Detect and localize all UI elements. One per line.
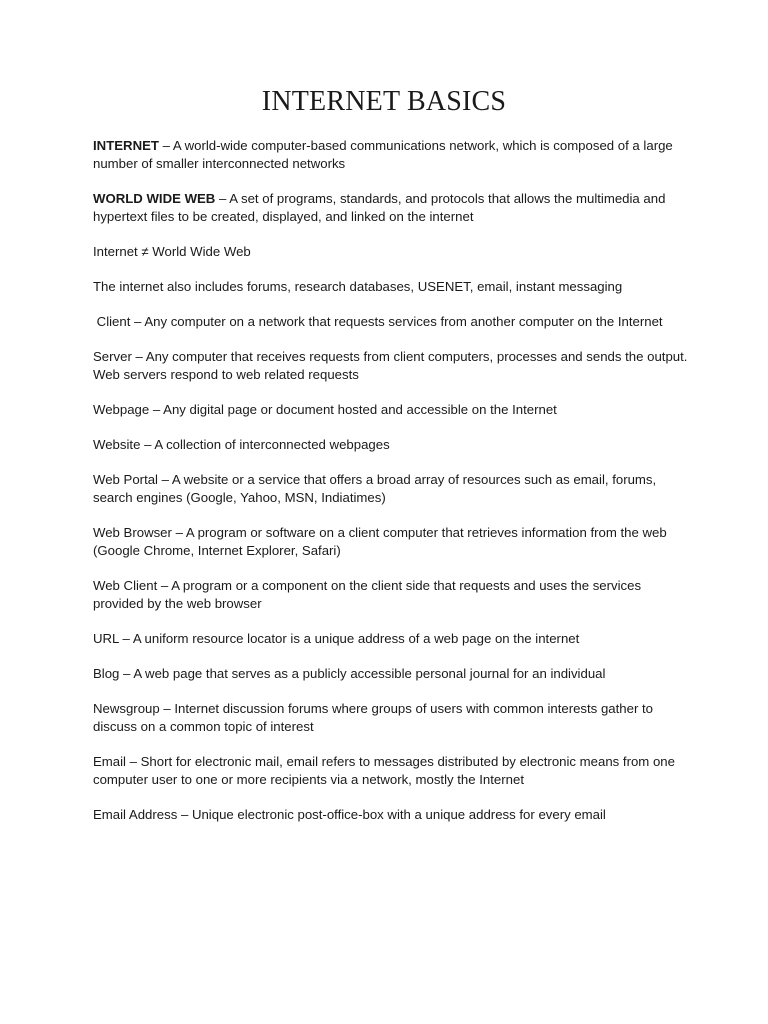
definition: Email – Short for electronic mail, email refers to messages distributed by electronic means from one computer user to one or more recipients via a network, mostly the Internet: [93, 754, 675, 787]
definition: Web Browser – A program or software on a client computer that retrieves information from the web (Google Chrome, Internet Explorer, Safari): [93, 525, 667, 558]
definition-entry-webpage: [93, 401, 689, 419]
definition: Web Client – A program or a component on the client side that requests and uses the services provided by the web browser: [93, 578, 642, 611]
definition-entry-url: [93, 630, 689, 648]
term: WORLD WIDE WEB: [93, 191, 216, 206]
definition: Internet ≠ World Wide Web: [93, 244, 251, 259]
definition-entry-web-portal: [93, 471, 689, 507]
definition-entry-blog: [93, 665, 689, 683]
definition-entry-internet: [93, 137, 689, 173]
definition-list: [93, 137, 689, 841]
definition: Server – Any computer that receives requests from client computers, processes and sends the output. Web servers respond to web related requests: [93, 349, 688, 382]
definition-entry-web-browser: [93, 524, 689, 560]
definition-entry-client: [93, 313, 689, 331]
definition-entry-internet-vs-web: [93, 243, 689, 261]
definition: The internet also includes forums, research databases, USENET, email, instant messaging: [93, 279, 623, 294]
page-title: INTERNET BASICS: [261, 86, 507, 117]
definition: Blog – A web page that serves as a publicly accessible personal journal for an individual: [93, 666, 606, 681]
definition-entry-server: [93, 348, 689, 384]
definition: Web Portal – A website or a service that offers a broad array of resources such as email, forums, search engines (Google, Yahoo, MSN, Indiatimes): [93, 472, 657, 505]
definition: URL – A uniform resource locator is a unique address of a web page on the internet: [93, 631, 580, 646]
term: INTERNET: [93, 138, 159, 153]
definition: – A world-wide computer-based communications network, which is composed of a large number of smaller interconnected networks: [93, 138, 673, 171]
definition: – A set of programs, standards, and protocols that allows the multimedia and hypertext files to be created, displayed, and linked on the internet: [93, 191, 666, 224]
definition-entry-web-client: [93, 577, 689, 613]
definition: Webpage – Any digital page or document hosted and accessible on the Internet: [93, 402, 557, 417]
definition-entry-world-wide-web: [93, 190, 689, 226]
definition: Newsgroup – Internet discussion forums where groups of users with common interests gather to discuss on a common topic of interest: [93, 701, 653, 734]
definition-entry-newsgroup: [93, 700, 689, 736]
definition-entry-internet-includes: [93, 278, 689, 296]
definition-entry-email: [93, 753, 689, 789]
definition: Email Address – Unique electronic post-office-box with a unique address for every email: [93, 807, 606, 822]
definition: Client – Any computer on a network that requests services from another computer on the Internet: [93, 314, 663, 329]
definition-entry-website: [93, 436, 689, 454]
definition: Website – A collection of interconnected webpages: [93, 437, 390, 452]
definition-entry-email-address: [93, 806, 689, 824]
